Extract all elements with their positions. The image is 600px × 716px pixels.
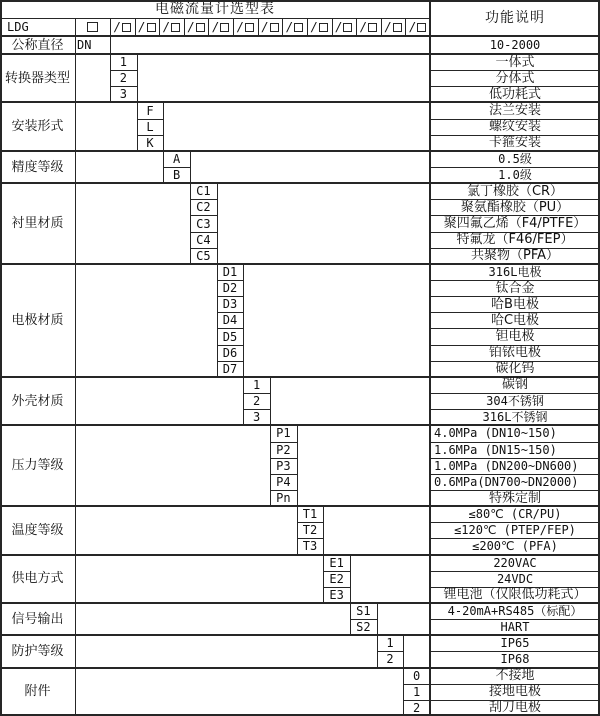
lining-material-code-C4: C4: [196, 232, 211, 247]
model-slash-box-cell: [356, 18, 381, 36]
electrode-material-code-D3: D3: [222, 297, 238, 312]
slash-mark: /: [138, 20, 146, 34]
installation-type-code-L: L: [146, 119, 154, 134]
table-grid-line: [377, 603, 378, 635]
temperature-rating-code-T3: T3: [302, 539, 318, 554]
group-label-housing-material: 外壳材质: [11, 393, 64, 409]
pressure-rating-code-P3: P3: [276, 458, 291, 473]
temperature-rating-description-T3: ≤200℃ (PFA): [472, 539, 558, 554]
electrode-material-description-D6: 铂铱电极: [488, 345, 541, 361]
accuracy-class-code-B: B: [173, 168, 181, 183]
lining-material-code-C5: C5: [196, 248, 211, 263]
lining-material-description-C3: 聚四氟乙烯（F4/PTFE）: [443, 216, 587, 232]
slash-mark: /: [384, 20, 392, 34]
accessories-code-2: 2: [413, 700, 421, 715]
signal-output-code-S1: S1: [356, 604, 371, 619]
table-grid-line: [270, 377, 271, 425]
pressure-rating-code-P4: P4: [276, 474, 291, 489]
group-label-signal-output: 信号输出: [11, 611, 64, 627]
table-grid-line: [163, 102, 164, 150]
group-label-electrode-material: 电极材质: [11, 312, 64, 328]
accuracy-class-description-A: 0.5级: [498, 151, 532, 166]
electrode-material-code-D2: D2: [222, 281, 238, 296]
power-supply-description-E3: 锂电池（仅限低功耗式）: [443, 587, 587, 603]
pressure-rating-description-P2: 1.6MPa (DN15~150): [434, 442, 557, 457]
slash-mark: /: [236, 20, 244, 34]
slash-mark: /: [261, 20, 269, 34]
installation-type-description-L: 螺纹安装: [488, 119, 541, 135]
model-slash-box-cell: [110, 18, 135, 36]
accessories-description-0: 不接地: [495, 668, 535, 684]
table-grid-line: [323, 506, 324, 554]
group-label-converter-type: 转换器类型: [4, 70, 70, 86]
model-code-box: [171, 23, 180, 32]
model-slash-box-cell: [184, 18, 209, 36]
table-grid-line: [403, 635, 404, 667]
lining-material-code-C2: C2: [196, 200, 211, 215]
model-code-box: [147, 23, 156, 32]
protection-rating-description-1: IP65: [500, 636, 530, 651]
temperature-rating-description-T2: ≤120℃ (PTEP/FEP): [454, 523, 576, 538]
model-slash-box-cell: [135, 18, 160, 36]
table-grid-line: [110, 36, 111, 54]
group-label-protection-rating: 防护等级: [11, 643, 64, 659]
signal-output-description-S1: 4-20mA+RS485（标配）: [447, 604, 583, 619]
group-label-temperature-rating: 温度等级: [11, 522, 64, 538]
housing-material-code-2: 2: [253, 394, 261, 409]
electrode-material-description-D4: 哈C电极: [490, 312, 540, 328]
accuracy-class-description-B: 1.0级: [498, 168, 532, 183]
temperature-rating-code-T2: T2: [302, 523, 318, 538]
lining-material-code-C1: C1: [196, 184, 211, 199]
group-label-pressure-rating: 压力等级: [11, 458, 64, 474]
model-code-box: [294, 23, 303, 32]
table-grid-line: [350, 555, 351, 603]
diameter-description: 10-2000: [489, 38, 541, 52]
housing-material-description-3: 316L不锈钢: [482, 410, 548, 425]
power-supply-code-E2: E2: [329, 571, 344, 586]
table-grid-line: [217, 183, 218, 264]
group-label-accuracy-class: 精度等级: [11, 159, 64, 175]
power-supply-code-E1: E1: [329, 555, 344, 570]
model-prefix: LDG: [7, 20, 29, 34]
model-slash-box-cell: [208, 18, 233, 36]
accessories-code-0: 0: [413, 668, 421, 683]
slash-mark: /: [359, 20, 368, 34]
accessories-code-1: 1: [413, 684, 421, 699]
temperature-rating-code-T1: T1: [302, 507, 318, 522]
model-code-box: [343, 23, 352, 32]
electrode-material-code-D1: D1: [222, 264, 238, 279]
pressure-rating-description-P3: 1.0MPa (DN200~DN600): [434, 458, 579, 473]
installation-type-code-F: F: [146, 103, 154, 118]
protection-rating-code-1: 1: [386, 636, 394, 651]
group-label-installation-type: 安装形式: [11, 119, 64, 135]
model-code-box: [319, 23, 328, 32]
electrode-material-description-D5: 钽电极: [495, 329, 535, 345]
electrode-material-description-D7: 碳化钨: [495, 361, 535, 377]
lining-material-description-C5: 共聚物（PFA）: [470, 248, 560, 264]
signal-output-code-S2: S2: [356, 620, 371, 635]
housing-material-code-1: 1: [253, 377, 261, 392]
converter-type-code-1: 1: [119, 55, 127, 70]
accessories-description-1: 接地电极: [488, 684, 541, 700]
lining-material-description-C2: 聚氨酯橡胶（PU）: [460, 199, 570, 215]
table-grid-line: [137, 54, 138, 102]
electrode-material-description-D3: 哈B电极: [491, 296, 539, 312]
model-code-box: [87, 22, 98, 32]
pressure-rating-description-Pn: 特殊定制: [488, 490, 541, 506]
power-supply-code-E3: E3: [329, 587, 344, 602]
slash-mark: /: [310, 20, 318, 34]
electrode-material-code-D5: D5: [222, 329, 238, 344]
electrode-material-code-D7: D7: [222, 361, 238, 376]
model-code-box: [122, 23, 131, 32]
protection-rating-description-2: IP68: [500, 652, 530, 667]
converter-type-description-3: 低功耗式: [488, 86, 541, 102]
slash-mark: /: [162, 20, 171, 34]
pressure-rating-code-P1: P1: [276, 426, 291, 441]
lining-material-code-C3: C3: [196, 216, 211, 231]
table-grid-line: [190, 151, 191, 183]
table-grid-line: [75, 18, 76, 716]
pressure-rating-description-P1: 4.0MPa (DN10~150): [434, 426, 557, 441]
group-label-lining-material: 衬里材质: [11, 216, 64, 232]
function-column-header: 功能说明: [485, 10, 545, 26]
model-code-box: [245, 23, 254, 32]
model-slash-box-cell: [258, 18, 283, 36]
model-slash-box-cell: [307, 18, 332, 36]
converter-type-description-1: 一体式: [495, 54, 535, 70]
model-code-box: [368, 23, 377, 32]
converter-type-code-2: 2: [119, 71, 127, 86]
model-slash-box-cell: [381, 18, 406, 36]
diameter-label: 公称直径: [11, 37, 64, 53]
model-slash-box-cell: [159, 18, 184, 36]
electrode-material-code-D6: D6: [222, 345, 238, 360]
converter-type-description-2: 分体式: [495, 70, 535, 86]
protection-rating-code-2: 2: [386, 652, 394, 667]
slash-mark: /: [113, 20, 121, 34]
lining-material-description-C1: 氯丁橡胶（CR）: [466, 183, 564, 199]
slash-mark: /: [187, 20, 195, 34]
housing-material-description-2: 304不锈钢: [486, 394, 544, 409]
slash-mark: /: [409, 20, 417, 34]
table-title: 电磁流量计选型表: [155, 1, 275, 17]
model-code-box: [196, 23, 205, 32]
installation-type-code-K: K: [146, 135, 154, 150]
lining-material-description-C4: 特氟龙（F46/FEP）: [456, 232, 574, 248]
accuracy-class-code-A: A: [173, 151, 181, 166]
model-code-box: [417, 23, 426, 32]
installation-type-description-K: 卡箍安装: [488, 135, 541, 151]
model-code-box: [220, 23, 229, 32]
pressure-rating-code-Pn: Pn: [276, 491, 291, 505]
installation-type-description-F: 法兰安装: [488, 103, 541, 118]
electrode-material-description-D2: 钛合金: [495, 280, 535, 296]
model-code-box: [270, 23, 279, 32]
electrode-material-code-D4: D4: [222, 313, 238, 328]
model-slash-box-cell: [282, 18, 307, 36]
converter-type-code-3: 3: [119, 87, 127, 102]
power-supply-description-E1: 220VAC: [493, 555, 537, 570]
model-code-box: [393, 23, 402, 32]
model-slash-box-cell: [233, 18, 258, 36]
signal-output-description-S2: HART: [500, 620, 530, 635]
slash-mark: /: [285, 20, 294, 34]
electrode-material-description-D1: 316L电极: [488, 264, 542, 279]
accessories-description-2: 刮刀电极: [488, 700, 541, 716]
pressure-rating-code-P2: P2: [276, 442, 291, 457]
group-label-accessories: 附件: [24, 684, 51, 700]
power-supply-description-E2: 24VDC: [496, 571, 534, 586]
table-grid-line: [297, 425, 298, 506]
table-grid-line: [243, 264, 244, 377]
housing-material-description-1: 碳钢: [501, 377, 528, 393]
diameter-code: DN: [77, 38, 92, 52]
temperature-rating-description-T1: ≤80℃ (CR/PU): [468, 507, 562, 522]
model-slash-box-cell: [405, 18, 430, 36]
model-first-box-cell: [75, 18, 110, 36]
slash-mark: /: [212, 20, 220, 34]
model-slash-box-cell: [332, 18, 357, 36]
group-label-power-supply: 供电方式: [11, 571, 64, 587]
housing-material-code-3: 3: [253, 410, 261, 425]
pressure-rating-description-P4: 0.6MPa(DN700~DN2000): [434, 474, 579, 489]
slash-mark: /: [335, 20, 343, 34]
